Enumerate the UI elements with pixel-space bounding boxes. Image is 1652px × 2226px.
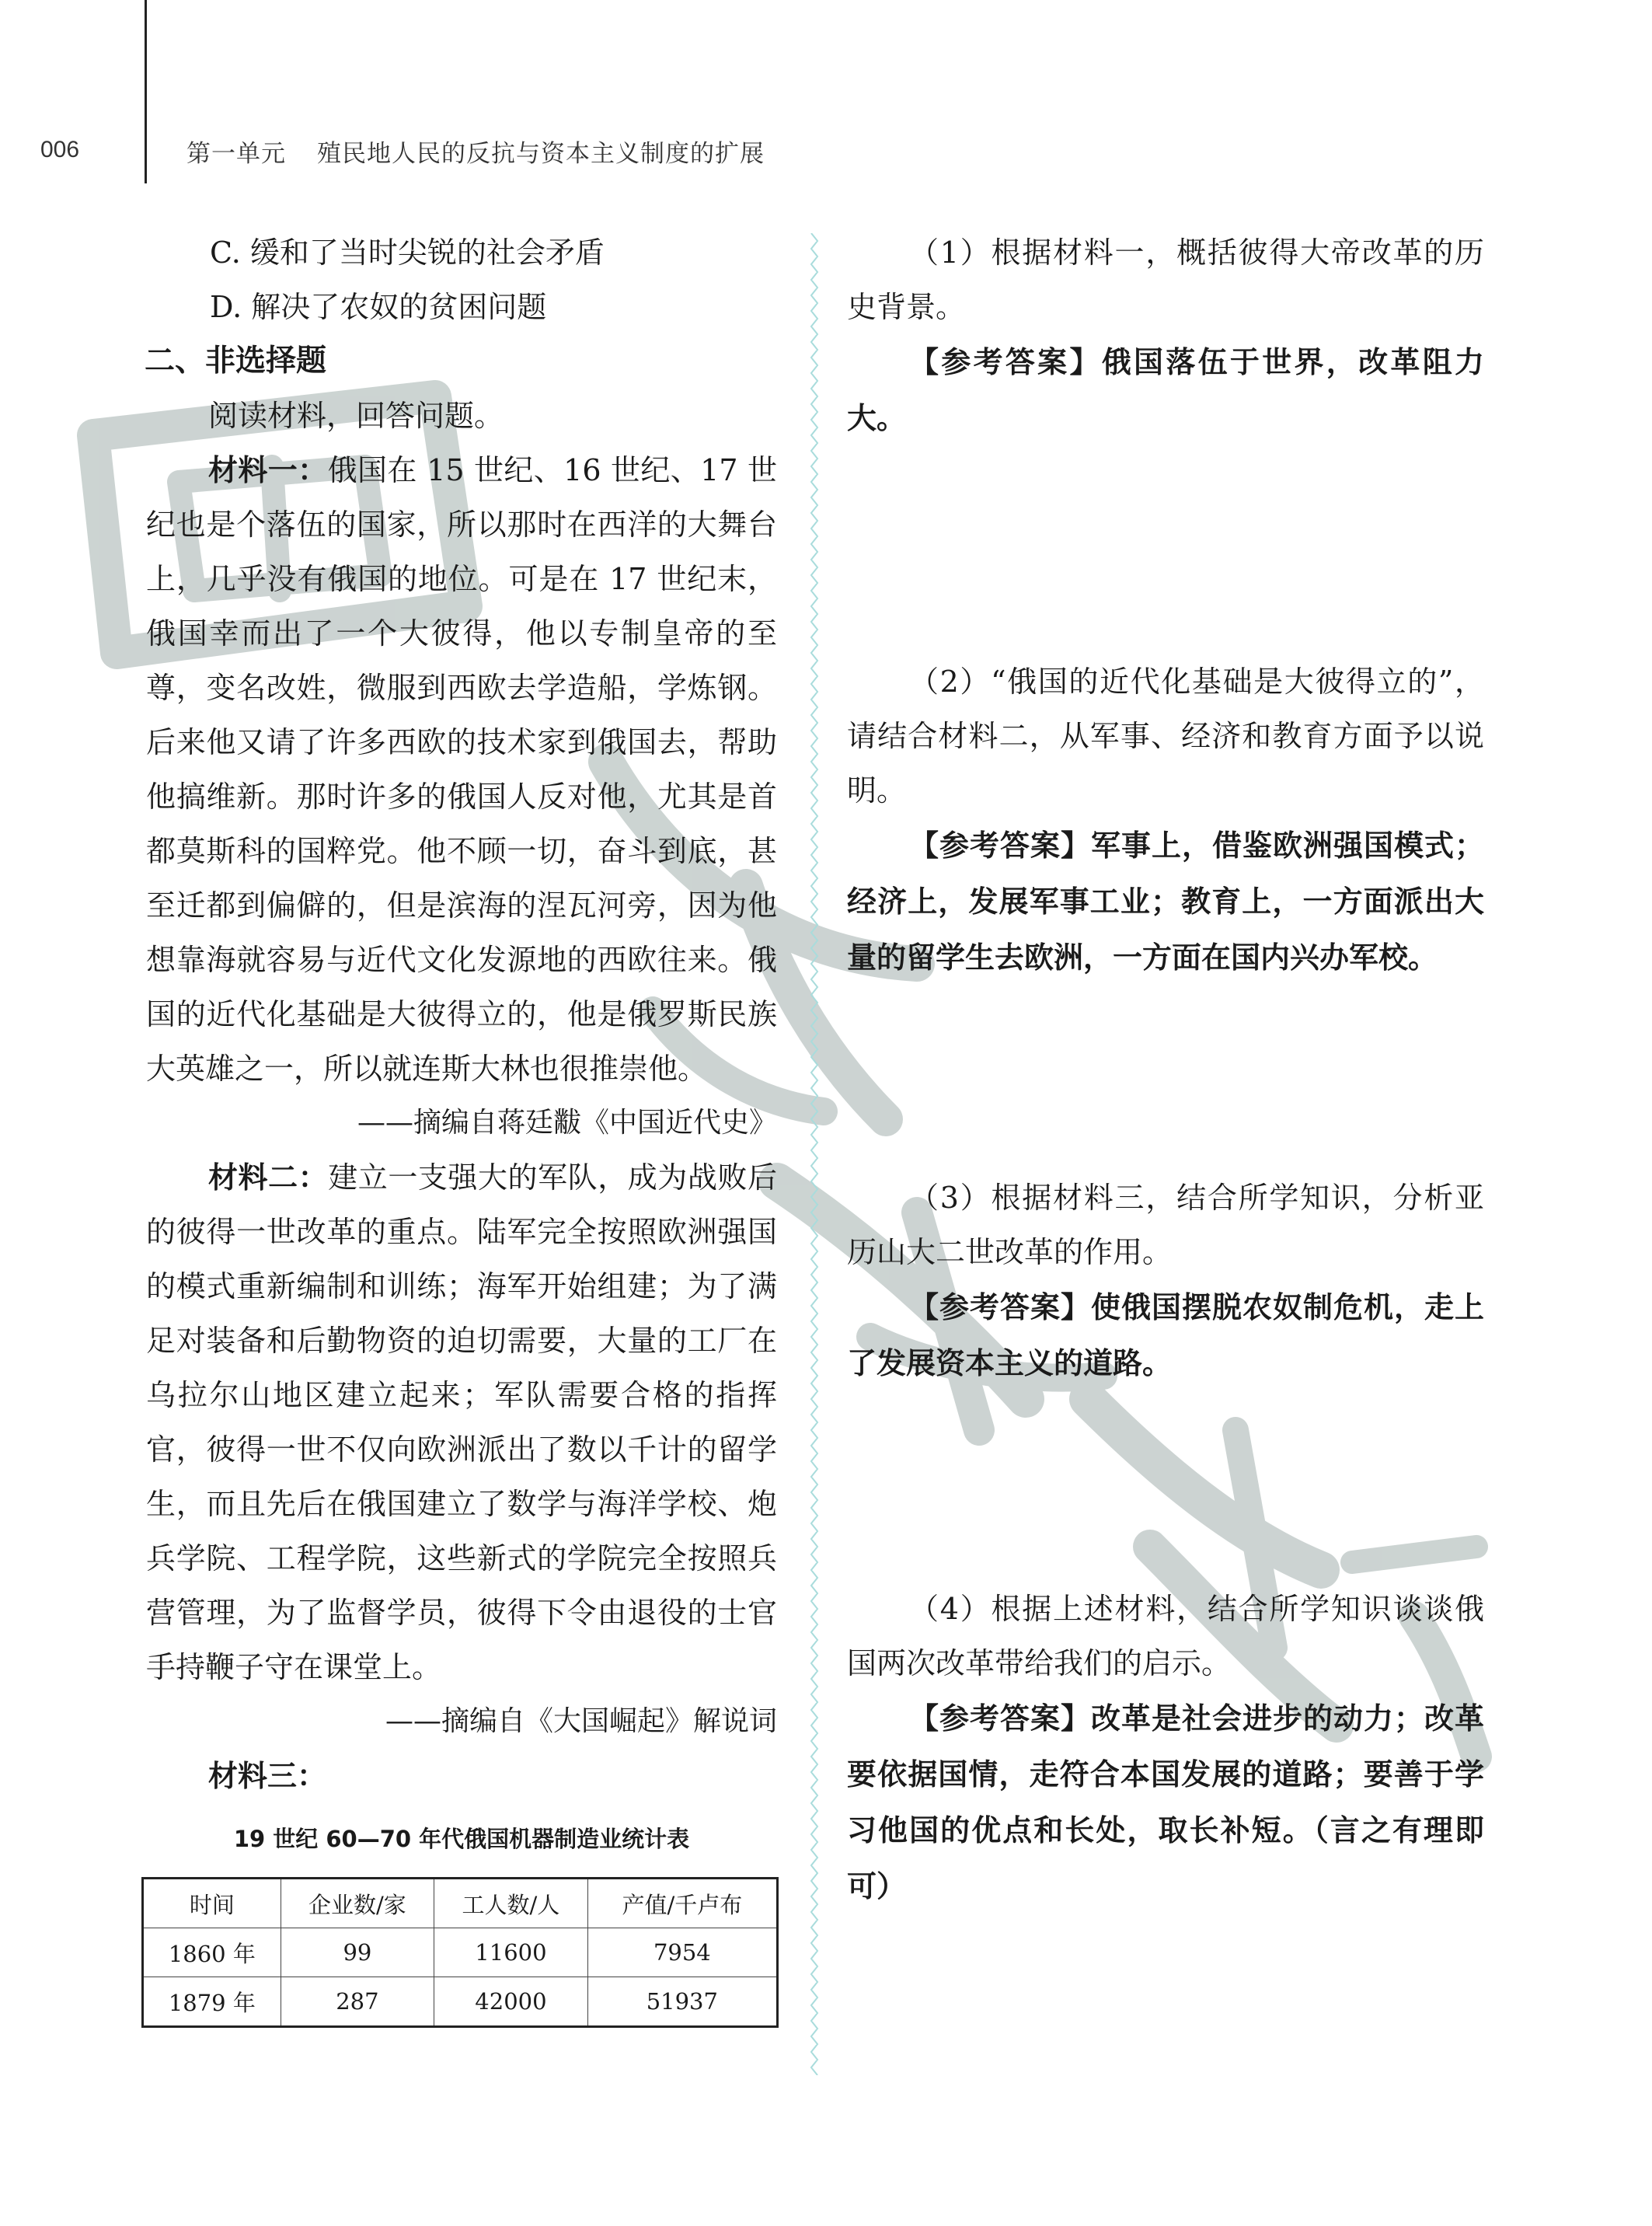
- right-column: [847, 225, 1484, 1914]
- table-header-row: [143, 1879, 778, 1928]
- table-cell: 1860 年: [143, 1928, 281, 1977]
- answer-text: 使俄国摆脱农奴制危机，走上了发展资本主义的道路。: [847, 1290, 1484, 1380]
- question-2: （2）“俄国的近代化基础是大彼得立的”，请结合材料二，从军事、经济和教育方面予以说明。: [847, 665, 1484, 808]
- header-rule: [145, 0, 147, 183]
- table-header: 企业数/家: [281, 1879, 434, 1928]
- option-c: C. 缓和了当时尖锐的社会矛盾: [210, 236, 605, 270]
- answer-space: [847, 1391, 1484, 1582]
- answer-label: 【参考答案】: [909, 1290, 1091, 1324]
- table-cell: 51937: [587, 1977, 777, 2027]
- table-cell: 11600: [434, 1928, 588, 1977]
- material-one-label: 材料一：: [208, 453, 328, 487]
- answer-text: 俄国落伍于世界，改革阻力大。: [847, 345, 1484, 435]
- table-row: [143, 1977, 778, 2027]
- material-two-source: ——摘编自《大国崛起》解说词: [385, 1705, 777, 1737]
- table-cell: 287: [281, 1977, 434, 2027]
- material-two-text: 建立一支强大的军队，成为战败后的彼得一世改革的重点。陆军完全按照欧洲强国的模式重新编制和训练；海军开始组建；为了满足对装备和后勤物资的迫切需要，大量的工厂在乌拉尔山地区建立起来；军队需要合格的指挥官，彼得一世不仅向欧洲派出了数以千计的留学生，而且先后在俄国建立了数学与海洋学校、炮兵学院、工程学院，这些新式的学院完全按照兵营管理，为了监督学员，彼得下令由退役的士官手持鞭子守在课堂上。: [146, 1160, 777, 1684]
- answer-2: [847, 818, 1484, 986]
- material-one-text: 俄国在 15 世纪、16 世纪、17 世纪也是个落伍的国家，所以那时在西洋的大舞台上，几乎没有俄国的地位。可是在 17 世纪末，俄国幸而出了一个大彼得，他以专制皇帝的至尊，变名改姓，微服到西欧去学造船，学炼钢。后来他又请了许多西欧的技术家到俄国去，帮助他搞维新。那时许多的俄国人反对他，尤其是首都莫斯科的国粹党。他不顾一切，奋斗到底，甚至迁都到偏僻的，但是滨海的涅瓦河旁，因为他想靠海就容易与近代文化发源地的西欧往来。俄国的近代化基础是大彼得立的，他是俄罗斯民族大英雄之一，所以就连斯大林也很推崇他。: [146, 453, 777, 1086]
- running-header: [186, 134, 765, 169]
- material-one: [146, 443, 777, 1096]
- material-two: [146, 1150, 777, 1694]
- material-one-source: ——摘编自蒋廷黻《中国近代史》: [357, 1107, 777, 1139]
- answer-space: [847, 446, 1484, 654]
- unit-title: 殖民地人民的反抗与资本主义制度的扩展: [317, 140, 765, 168]
- table-header: 产值/千卢布: [587, 1879, 777, 1928]
- page-number: 006: [40, 137, 80, 162]
- material-three: [146, 1749, 777, 1803]
- answer-label: 【参考答案】: [909, 1701, 1091, 1736]
- column-divider: [808, 233, 821, 2075]
- table-caption: 19 世纪 60—70 年代俄国机器制造业统计表: [233, 1826, 690, 1852]
- answer-space: [847, 986, 1484, 1171]
- answer-1: [847, 334, 1484, 446]
- option-d: D. 解决了农奴的贫困问题: [210, 290, 547, 324]
- question-3: （3）根据材料三，结合所学知识，分析亚历山大二世改革的作用。: [847, 1181, 1484, 1269]
- table-row: [143, 1928, 778, 1977]
- table-header: 时间: [143, 1879, 281, 1928]
- question-4: （4）根据上述材料，结合所学知识谈谈俄国两次改革带给我们的启示。: [847, 1592, 1484, 1680]
- instruction: 阅读材料，回答问题。: [208, 399, 504, 433]
- material-three-label: 材料三：: [208, 1759, 327, 1793]
- statistics-table: [141, 1877, 779, 2028]
- table-cell: 99: [281, 1928, 434, 1977]
- answer-3: [847, 1279, 1484, 1391]
- material-two-label: 材料二：: [208, 1160, 329, 1195]
- answer-4: [847, 1690, 1484, 1914]
- table-cell: 42000: [434, 1977, 588, 2027]
- answer-text: 改革是社会进步的动力；改革要依据国情，走符合本国发展的道路；要善于学习他国的优点和长处，取长补短。（言之有理即可）: [847, 1701, 1484, 1903]
- answer-label: 【参考答案】: [909, 345, 1102, 379]
- table-header: 工人数/人: [434, 1879, 588, 1928]
- left-column: [146, 225, 777, 2028]
- question-1: （1）根据材料一，概括彼得大帝改革的历史背景。: [847, 236, 1484, 324]
- answer-label: 【参考答案】: [909, 829, 1091, 863]
- unit-label: 第一单元: [186, 140, 286, 168]
- section-title: 二、非选择题: [145, 344, 327, 379]
- table-cell: 7954: [587, 1928, 777, 1977]
- table-cell: 1879 年: [143, 1977, 281, 2027]
- answer-text: 军事上，借鉴欧洲强国模式；经济上，发展军事工业；教育上，一方面派出大量的留学生去欧洲，一方面在国内兴办军校。: [847, 829, 1484, 975]
